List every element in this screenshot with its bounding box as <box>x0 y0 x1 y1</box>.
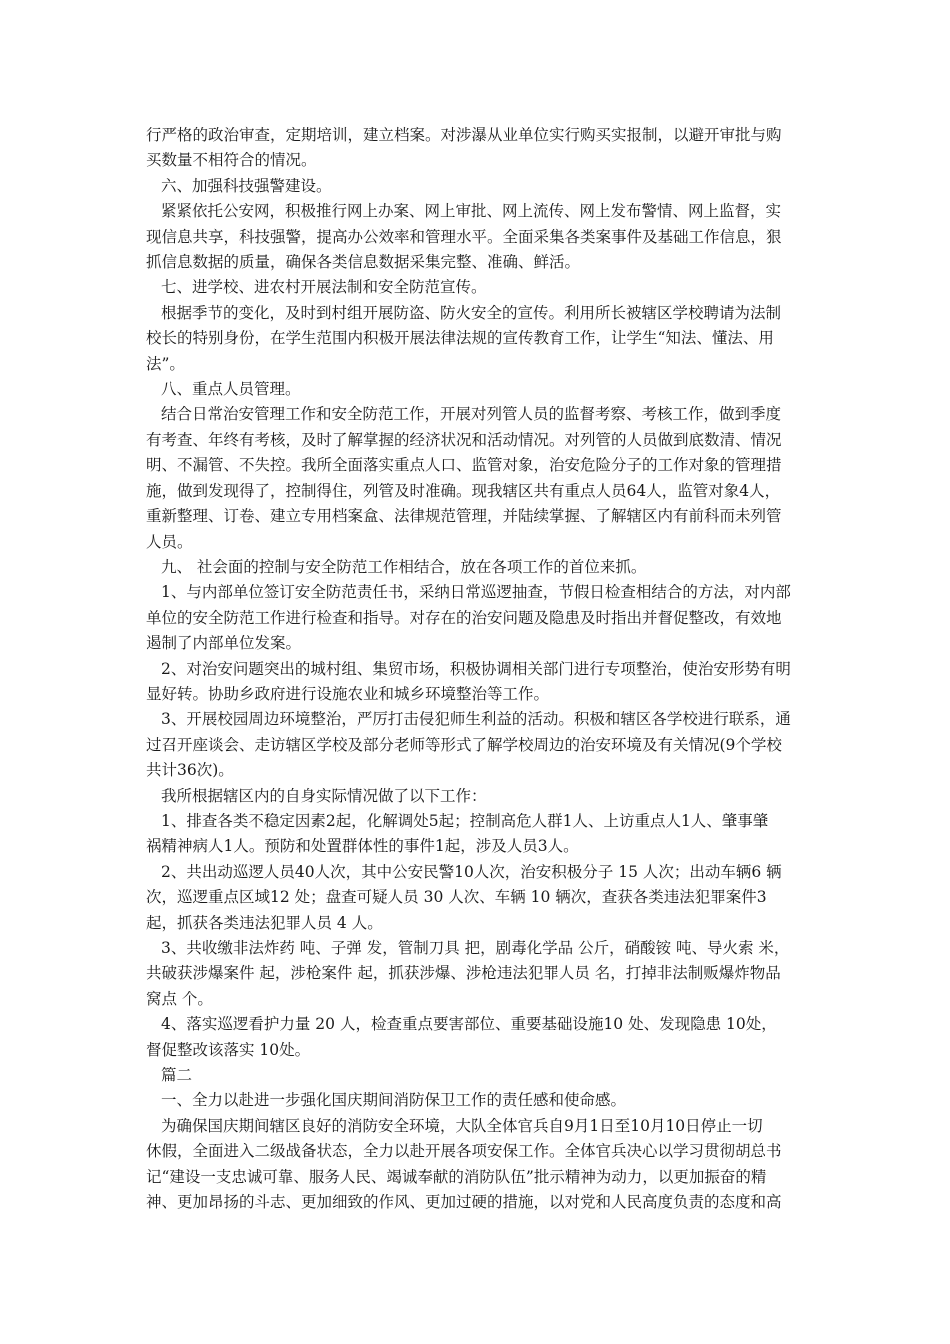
text-line: 篇二 <box>161 1066 193 1085</box>
text-line: 记“建设一支忠诚可靠、服务人民、竭诚奉献的消防队伍”批示精神为动力，以更加振奋的精 <box>146 1167 767 1186</box>
text-line: 八、重点人员管理。 <box>161 380 301 399</box>
text-line: 有考查、年终有考核，及时了解掌握的经济状况和活动情况。对列管的人员做到底数清、情况 <box>146 430 782 449</box>
text-line: 重新整理、订卷、建立专用档案盒、法律规范管理，并陆续掌握、了解辖区内有前科而未列管 <box>146 507 782 526</box>
text-line: 现信息共享，科技强警，提高办公效率和管理水平。全面采集各类案事件及基础工作信息，狠 <box>146 227 782 246</box>
text-line: 法”。 <box>146 354 185 373</box>
text-line: 祸精神病人1人。预防和处置群体性的事件1起，涉及人员3人。 <box>146 837 579 856</box>
text-line: 施，做到发现得了，控制得住，列管及时准确。现我辖区共有重点人员64人，监管对象4人， <box>146 481 781 500</box>
text-line: 为确保国庆期间辖区良好的消防安全环境，大队全体官兵自9月1日至10月10日停止一切 <box>161 1116 763 1135</box>
text-line: 抓信息数据的质量，确保各类信息数据采集完整、准确、鲜活。 <box>146 253 581 272</box>
document-body <box>146 123 810 1215</box>
text-line: 一、全力以赴进一步强化国庆期间消防保卫工作的责任感和使命感。 <box>161 1091 627 1110</box>
text-line: 共破获涉爆案件 起，涉枪案件 起，抓获涉爆、涉枪违法犯罪人员 名，打掉非法制贩爆炸物品 <box>146 964 781 983</box>
text-line: 4、落实巡逻看护力量 20 人，检查重点要害部位、重要基础设施10 处、发现隐患 10处， <box>161 1015 777 1034</box>
text-line: 次，巡逻重点区域12 处；盘查可疑人员 30 人次、车辆 10 辆次，查获各类违法犯罪案件3 <box>146 888 767 907</box>
text-line: 遏制了内部单位发案。 <box>146 634 302 653</box>
text-line: 2、对治安问题突出的城村组、集贸市场，积极协调相关部门进行专项整治，使治安形势有明 <box>161 659 791 678</box>
text-line: 1、排查各类不稳定因素2起，化解调处5起；控制高危人群1人、上访重点人1人、肇事肇 <box>161 811 769 830</box>
text-line: 明、不漏管、不失控。我所全面落实重点人口、监管对象，治安危险分子的工作对象的管理措 <box>146 456 782 475</box>
text-line: 买数量不相符合的情况。 <box>146 151 317 170</box>
text-line: 休假，全面进入二级战备状态，全力以赴开展各项安保工作。全体官兵决心以学习贯彻胡总书 <box>146 1142 782 1161</box>
text-line: 人员。 <box>146 532 193 551</box>
text-line: 行严格的政治审查，定期培训，建立档案。对涉瀑从业单位实行购买实报制，以避开审批与购 <box>146 126 782 144</box>
text-line: 根据季节的变化，及时到村组开展防盗、防火安全的宣传。利用所长被辖区学校聘请为法制 <box>161 303 782 322</box>
text-line: 起，抓获各类违法犯罪人员 4 人。 <box>146 913 383 932</box>
text-line: 我所根据辖区内的自身实际情况做了以下工作： <box>161 786 487 805</box>
text-line: 2、共出动巡逻人员40人次，其中公安民警10人次，治安积极分子 15 人次；出动车辆6 辆 <box>161 862 782 881</box>
text-line: 六、加强科技强警建设。 <box>161 176 332 195</box>
text-line: 校长的特别身份，在学生范围内积极开展法律法规的宣传教育工作，让学生“知法、懂法、用 <box>146 329 774 348</box>
text-line: 窝点 个。 <box>146 989 213 1008</box>
text-line: 共计36次)。 <box>146 761 234 780</box>
text-line: 3、开展校园周边环境整治，严厉打击侵犯师生利益的活动。积极和辖区各学校进行联系，通 <box>161 710 791 729</box>
text-line: 单位的安全防范工作进行检查和指导。对存在的治安问题及隐患及时指出并督促整改，有效地 <box>146 608 782 627</box>
text-line: 督促整改该落实 10处。 <box>146 1040 311 1059</box>
text-line: 神、更加昂扬的斗志、更加细致的作风、更加过硬的措施，以对党和人民高度负责的态度和高 <box>146 1193 782 1212</box>
text-line: 显好转。协助乡政府进行设施农业和城乡环境整治等工作。 <box>146 684 550 703</box>
text-line: 紧紧依托公安网，积极推行网上办案、网上审批、网上流传、网上发布警情、网上监督，实 <box>161 202 782 221</box>
text-line: 七、进学校、进农村开展法制和安全防范宣传。 <box>161 278 487 297</box>
text-line: 3、共收缴非法炸药 吨、子弹 发，管制刀具 把，剧毒化学品 公斤，硝酸铵 吨、导火索 米， <box>161 939 790 957</box>
text-line: 九、 社会面的控制与安全防范工作相结合，放在各项工作的首位来抓。 <box>161 557 647 576</box>
text-line: 1、与内部单位签订安全防范责任书，采纳日常巡逻抽查，节假日检查相结合的方法，对内部 <box>161 583 791 602</box>
text-line: 结合日常治安管理工作和安全防范工作，开展对列管人员的监督考察、考核工作，做到季度 <box>161 405 782 424</box>
text-line: 过召开座谈会、走访辖区学校及部分老师等形式了解学校周边的治安环境及有关情况(9个学校 <box>146 735 782 754</box>
